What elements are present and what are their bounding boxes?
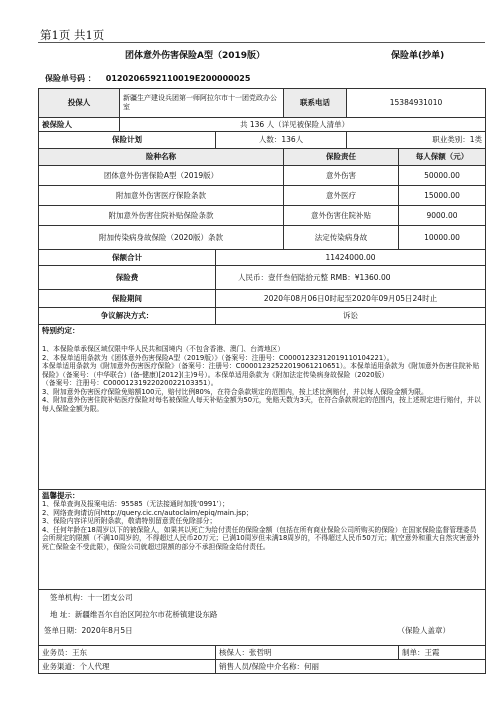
issuer-org-value: 十一团支公司 (87, 593, 133, 602)
agent-cell (216, 660, 486, 674)
note-line: 3、保险内容详见所附条款，敬请特别留意责任免除部分； (42, 517, 217, 526)
coverage-amount: 10000.00 (399, 226, 486, 250)
notes (39, 490, 486, 590)
insured-label: 被保险人 (39, 118, 120, 132)
staff-value: 王东 (72, 647, 87, 657)
issuer-address-label: 地 址： (50, 610, 75, 620)
maker-cell (399, 646, 486, 660)
special-terms-row (39, 325, 486, 490)
underwriter-label: 核保人： (219, 647, 249, 657)
channel-value: 个人代理 (79, 661, 110, 671)
policy-number-value: 012020659211001​9E200000025 (105, 74, 251, 83)
period-label: 保险期间 (39, 290, 216, 308)
coverage-duty: 意外伤害住院补贴 (284, 206, 399, 226)
staff-cell (39, 646, 216, 660)
agent-value: 何丽 (304, 661, 320, 671)
coverage-duty: 意外医疗 (284, 186, 399, 206)
note-line: 1、保单查询及报案电话：95585（无法接通时加拨‘0991’）； (42, 500, 229, 509)
dispute-value: 诉讼 (216, 308, 486, 325)
coverage-name: 附加意外伤害医疗保险条款 (39, 186, 284, 206)
issue-date (44, 626, 133, 635)
issuer-row (39, 590, 486, 646)
premium-value: 人民币：壹仟叁佰陆拾元整 RMB：¥1360.00 (216, 266, 486, 290)
special-term-line: 4、附加意外伤害住院补贴医疗保险对每名被保险人每天补贴金额为50元，免赔天数为3天，在符合条款规定的范围内，按上述规定进行赔付，并以每人保险金额为限。 (42, 396, 481, 413)
coverage-duty-header: 保险责任 (284, 149, 399, 166)
coverage-duty: 意外伤害 (284, 166, 399, 186)
dispute-label: 争议解决方式： (39, 308, 216, 325)
notes-row (39, 490, 486, 590)
plan-count: 人数：136人 (216, 132, 347, 149)
coverage-name-header: 险种名称 (39, 149, 284, 166)
total-value: 11424000.00 (216, 250, 486, 266)
special-term-line: 3、附加意外伤害医疗保险免赔额100元，赔付比例80%，在符合条款规定的范围内，按上述比例赔付，并以每人保险金额为限。 (42, 387, 428, 396)
issuer-date-row (42, 622, 482, 635)
coverage-row (39, 166, 486, 186)
coverage-name: 附加传染病身故保险（2020版）条款 (39, 226, 284, 250)
total-row (39, 250, 486, 266)
document-title: 团体意外伤害保险A型（2019版） (125, 51, 266, 61)
underwriter-cell (216, 646, 399, 660)
document-type: 保险单(抄单) (391, 51, 445, 61)
coverage-row (39, 226, 486, 250)
policyholder-label: 投保人 (39, 89, 120, 118)
insurer-seal-label: （保险人盖章） (397, 625, 450, 635)
coverage-duty: 法定传染病身故 (284, 226, 399, 250)
total-label: 保额合计 (39, 250, 216, 266)
coverage-row (39, 186, 486, 206)
premium-row (39, 266, 486, 290)
maker-value: 王霞 (424, 647, 440, 657)
issuer-address-value: 新疆维吾尔自治区阿拉尔市花桥镇建设东路 (74, 610, 218, 620)
special-terms (39, 325, 486, 490)
policyholder-name: 新疆生产建设兵团第一师阿拉尔市十一团党政办公室 (120, 89, 284, 118)
coverage-header-row (39, 149, 486, 166)
issue-date-value: 2020年8月5日 (81, 625, 133, 635)
coverage-name: 团体意外伤害保险A型（2019版） (39, 166, 284, 186)
special-term-line: 1、本保险单承保区域仅限中华人民共和国境内（不包含香港、澳门、台湾地区） (42, 345, 285, 354)
policy-table (38, 88, 486, 674)
policy-number (45, 73, 250, 84)
issuer-org-label: 签单机构： (50, 593, 88, 602)
dispute-row (39, 308, 486, 325)
coverage-amount: 15000.00 (399, 186, 486, 206)
policy-number-label: 保险单号码 ： (45, 74, 96, 83)
underwriter-value: 张哲明 (249, 647, 272, 657)
agent-label: 销售人员/保险中介名称： (219, 661, 305, 671)
channel-label: 业务渠道： (42, 661, 80, 671)
staff-row (39, 646, 486, 660)
issuer-block (39, 590, 486, 646)
special-term-line: 本保单适用条款为《附加意外伤害医疗保险》（备案号：注册号：C00001232522019061210651）。本保单适用条款为《附加意外伤害住院补贴保险》（备案号：（中华联合）(备-健康)[2012](主)9号）。本保单适用条款为《附加法定传染病身故保险（2020版） (42, 362, 480, 379)
phone-label: 联系电话 (284, 89, 347, 118)
special-term-line: （备案号：注册号：C00001231922020022103351）。 (42, 379, 218, 388)
policyholder-row (39, 89, 486, 118)
channel-row (39, 660, 486, 674)
plan-row (39, 132, 486, 149)
issuer-org (42, 591, 482, 604)
channel-cell (39, 660, 216, 674)
note-line: 4、任何年龄在18周岁以下的被保险人，如果其以死亡为给付责任的保险金额（包括在所有商业保险公司所购买的保险）在国家保险监督管理委员会所规定的限额（不满10周岁的，不得超过人民币20万元；已满10周岁但未满18周岁的，不得超过人民币50万元；航空意外和重大自然灾害意外死亡保险金不受此限），保险公司就超过限额的部分不承担保险金给付责任。 (42, 525, 480, 551)
issuer-address (42, 604, 482, 621)
special-term-line: 2、本保单适用条款为《团体意外伤害保险A型（2019版）》（备案号：注册号：C00001232312019110104221）。 (42, 353, 394, 362)
coverage-name: 附加意外伤害住院补贴保险条款 (39, 206, 284, 226)
staff-label: 业务员： (42, 647, 72, 657)
period-value: 2020年08月06日0时起至2020年09月05日24时止 (216, 290, 486, 308)
header-divider (38, 42, 485, 43)
plan-job-class: 职业类别：1类 (347, 132, 486, 149)
special-terms-title: 特别约定： (42, 326, 80, 335)
coverage-amount: 9000.00 (399, 206, 486, 226)
coverage-amount: 50000.00 (399, 166, 486, 186)
insured-value: 共 136 人（详见被保险人清单） (120, 118, 486, 132)
notes-title: 温馨提示： (42, 491, 80, 500)
maker-label: 制单： (402, 647, 425, 657)
insured-row (39, 118, 486, 132)
period-row (39, 290, 486, 308)
phone-value: 15384931010 (347, 89, 486, 118)
plan-label: 保险计划 (39, 132, 216, 149)
premium-label: 保险费 (39, 266, 216, 290)
page-indicator: 第1页 共1页 (40, 28, 105, 42)
coverage-row (39, 206, 486, 226)
issue-date-label: 签单日期： (44, 625, 82, 635)
note-line: 2、网络查询请访问http://query.cic.cn/autoclaim/epiq/main.jsp； (42, 508, 253, 517)
coverage-amount-header: 每人保额（元） (399, 149, 486, 166)
